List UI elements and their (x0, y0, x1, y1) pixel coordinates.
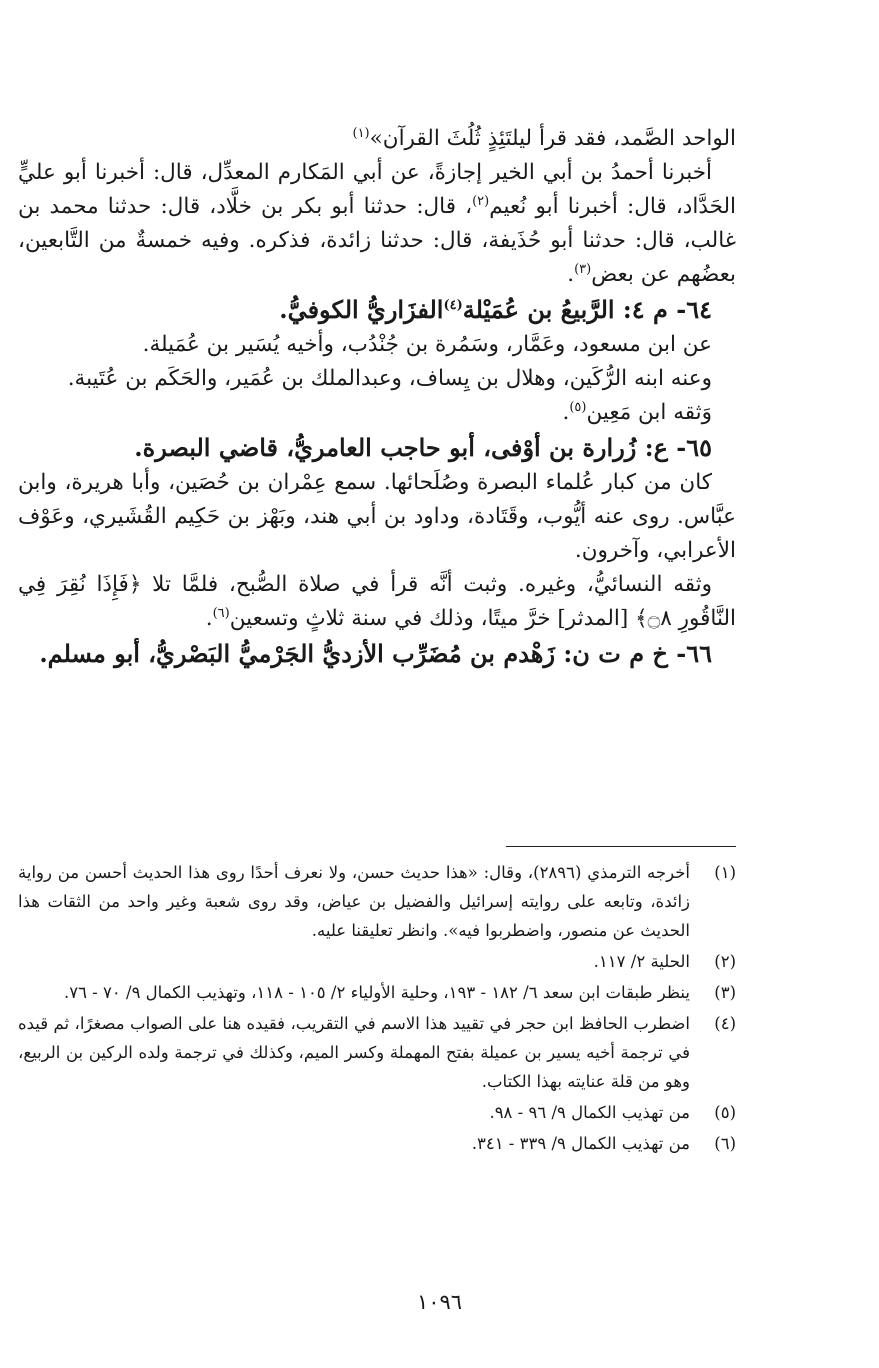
paragraph-text: كان من كبار عُلماء البصرة وصُلَحائها. سمع عِمْران بن حُصَين، وأبا هريرة، وابن عبَّاس. روى عنه أيُّوب، وقَتَادة، وداود بن أبي هند، وبَهْز بن حَكِيم القُشَيري، وعَوْف الأعرابي، وآخرون. (18, 470, 736, 563)
footnote-number: (١) (714, 863, 736, 882)
footnote-ref: (١) (352, 125, 370, 141)
footnote-3 (18, 978, 736, 1007)
footnote-1 (18, 858, 736, 945)
footnote-2 (18, 947, 736, 976)
page-number: ١٠٩٦ (416, 1290, 463, 1314)
paragraph-teachers (18, 328, 736, 362)
footnote-ref: (٣) (574, 261, 592, 277)
footnote-text: ينظر طبقات ابن سعد ٦/ ١٨٢ - ١٩٣، وحلية الأولياء ٢/ ١٠٥ - ١١٨، وتهذيب الكمال ٩/ ٧٠ - ٧٦. (63, 983, 690, 1002)
footnote-4 (18, 1009, 736, 1096)
heading-text: ٦٤- م ٤: الرَّبيعُ بن عُمَيْلة (462, 295, 712, 324)
paragraph-text: الواحد الصَّمد، فقد قرأ ليلتَئِذٍ ثُلُثَ القرآن» (369, 126, 736, 151)
footnote-number: (٦) (714, 1134, 736, 1153)
footnote-ref: (٦) (212, 605, 230, 621)
paragraph-grading (18, 396, 736, 430)
paragraph-biography (18, 466, 736, 568)
footnote-ref: (٤) (443, 298, 463, 313)
paragraph-continuation (18, 122, 736, 156)
footnote-text: من تهذيب الكمال ٩/ ٣٣٩ - ٣٤١. (471, 1134, 690, 1153)
paragraph-text: . (205, 606, 213, 631)
heading-text: ٦٦- خ م ت ن: زَهْدم بن مُضَرِّب الأزديُّ الجَرْميُّ البَصْريُّ، أبو مسلم. (39, 639, 712, 668)
paragraph-text: . (567, 262, 575, 287)
paragraph-text: وثقه النسائيُّ، وغيره. وثبت أنَّه قرأ في صلاة الصُّبح، فلمَّا تلا ﴿فَإِذَا نُقِرَ فِي النَّاقُورِ ۝٨﴾ [المدثر] خرَّ ميتًا، وذلك في سنة ثلاثٍ وتسعين (18, 572, 736, 631)
footnote-ref: (٥) (569, 399, 587, 415)
heading-text: الفزَاريُّ الكوفيُّ. (279, 295, 444, 324)
paragraph-text: . (562, 400, 570, 425)
paragraph-death (18, 568, 736, 636)
footnote-5 (18, 1098, 736, 1127)
paragraph-text: وعنه ابنه الرُّكَين، وهلال بن يِساف، وعبدالملك بن عُمَير، والحَكَم بن عُتَيبة. (67, 366, 712, 391)
paragraph-isnad (18, 156, 736, 292)
footnote-number: (٤) (714, 1014, 736, 1033)
paragraph-text: وَثقه ابن مَعِين (586, 400, 712, 425)
footnote-separator (506, 846, 736, 847)
paragraph-text: ، قال: حدثنا أبو بكر بن خلَّاد، قال: حدثنا محمد بن غالب، قال: حدثنا أبو حُذَيفة، قال: حدثنا زائدة، فذكره. وفيه خمسةٌ من التَّابعين، بعضُهم عن بعض (18, 194, 736, 287)
footnote-text: الحلية ٢/ ١١٧. (593, 952, 690, 971)
paragraph-students (18, 362, 736, 396)
footnote-text: أخرجه الترمذي (٢٨٩٦)، وقال: «هذا حديث حسن، ولا نعرف أحدًا روى هذا الحديث أحسن من رواية زائدة، وتابعه على روايته إسرائيل والفضيل بن عياض، وقد روى شعبة وغير واحد من الثقات هذا الحديث عن منصور، واضطربوا فيه». وانظر تعليقنا عليه. (18, 863, 690, 940)
main-text (18, 122, 736, 672)
footnotes (18, 858, 736, 1160)
footnote-text: اضطرب الحافظ ابن حجر في تقييد هذا الاسم في التقريب، فقيده هنا على الصواب مصغرًا، ثم قيده في ترجمة أخيه يسير بن عميلة بفتح المهملة وكسر الميم، وكذلك في ترجمة ولده الركين بن الربيع، وهو من قلة عنايته بهذا الكتاب. (18, 1014, 690, 1091)
heading-text: ٦٥- ع: زُرارة بن أوْفى، أبو حاجب العامريُّ، قاضي البصرة. (134, 433, 712, 462)
entry-heading-66 (18, 636, 736, 672)
footnote-6 (18, 1129, 736, 1158)
footnote-number: (٣) (714, 983, 736, 1002)
entry-heading-65 (18, 430, 736, 466)
entry-heading-64 (18, 292, 736, 328)
footnote-text: من تهذيب الكمال ٩/ ٩٦ - ٩٨. (489, 1103, 690, 1122)
footnote-ref: (٢) (472, 193, 490, 209)
paragraph-text: عن ابن مسعود، وعَمَّار، وسَمُرة بن جُنْدُب، وأخيه يُسَير بن عُمَيلة. (142, 332, 712, 357)
footnote-number: (٢) (714, 952, 736, 971)
paragraph-text: أخبرنا أحمدُ بن أبي الخير إجازةً، عن أبي المَكارم المعدِّل، قال: أخبرنا أبو عليٍّ الحَدَّاد، قال: أخبرنا أبو نُعيم (18, 160, 737, 219)
footnote-number: (٥) (714, 1103, 736, 1122)
